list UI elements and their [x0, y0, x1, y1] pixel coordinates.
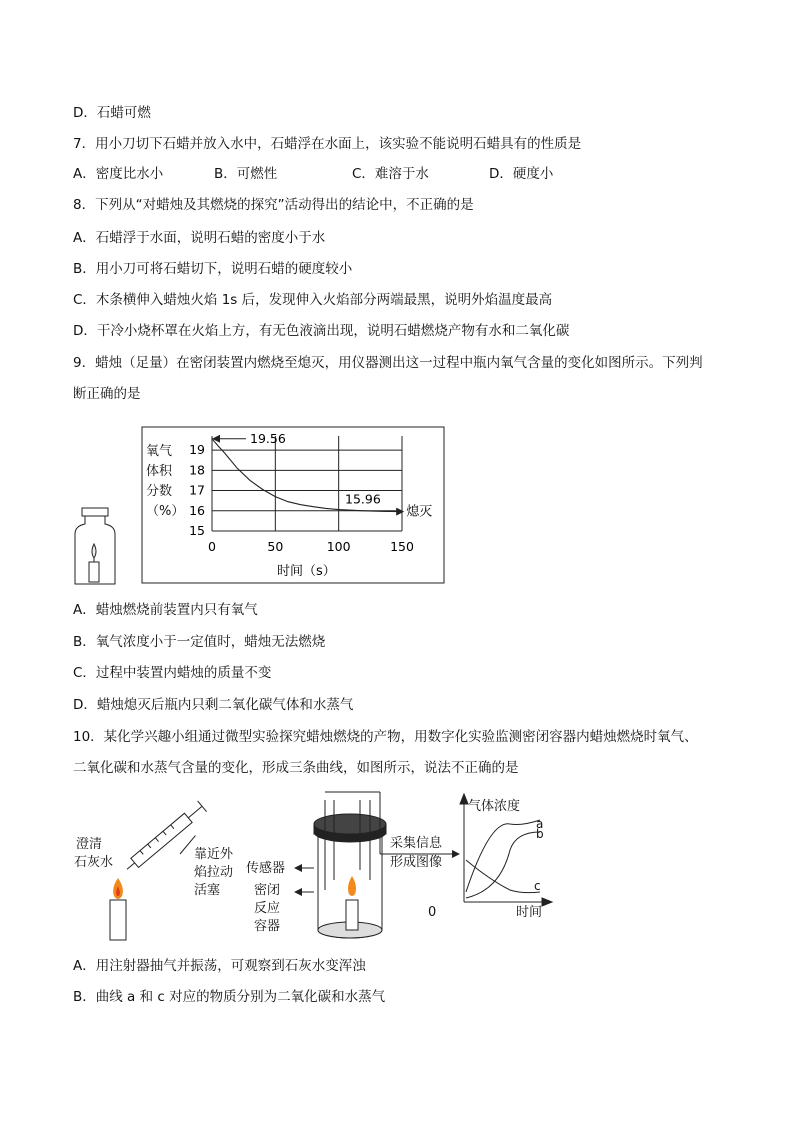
collect-arrow	[452, 850, 460, 858]
q9-option-c: C．过程中装置内蜡烛的质量不变	[73, 665, 272, 681]
q7-stem: 7．用小刀切下石蜡并放入水中，石蜡浮在水面上，该实验不能说明石蜡具有的性质是	[73, 136, 582, 152]
graph-origin: 0	[428, 905, 437, 920]
svg-text:体积: 体积	[146, 464, 173, 479]
limewater-label: 澄清	[76, 837, 103, 852]
q8-option-c: C．木条横伸入蜡烛火焰 1s 后，发现伸入火焰部分两端最黑，说明外焰温度最高	[73, 292, 553, 308]
q10-stem-line1: 10．某化学兴趣小组通过微型实验探究蜡烛燃烧的产物，用数字化实验监测密闭容器内蜡烛燃烧时氧气、	[73, 729, 698, 745]
curve-b-label: b	[536, 827, 544, 841]
collect-label: 形成图像	[390, 855, 443, 870]
q10-stem-line2: 二氧化碳和水蒸气含量的变化，形成三条曲线，如图所示，说法不正确的是	[73, 760, 519, 776]
graph-y-label: 气体浓度	[468, 799, 521, 814]
start-annotation	[212, 431, 286, 446]
x-tick-label: 0	[208, 539, 216, 554]
y-tick-label: 17	[189, 482, 205, 498]
q7-option-b: B．可燃性	[214, 166, 278, 182]
q7-option-d: D．硬度小	[489, 166, 554, 182]
container-label: 容器	[254, 919, 281, 934]
svg-text:15.96: 15.96	[345, 491, 381, 507]
x-tick-label: 150	[390, 539, 414, 554]
sensor-label: 传感器	[246, 861, 286, 876]
q7-option-c: C．难溶于水	[352, 166, 429, 182]
y-tick-label: 16	[189, 502, 205, 518]
q10-option-a: A．用注射器抽气并振荡，可观察到石灰水变浑浊	[73, 958, 366, 974]
x-axis-label: 时间（s）	[277, 564, 336, 579]
q8-option-d: D．干冷小烧杯罩在火焰上方，有无色液滴出现，说明石蜡燃烧产物有水和二氧化碳	[73, 323, 570, 339]
q9-stem-line1: 9．蜡烛（足量）在密闭装置内燃烧至熄灭，用仪器测出这一过程中瓶内氧气含量的变化如图所示。下列判	[73, 355, 703, 371]
x-tick-label: 100	[326, 539, 351, 554]
y-axis-label	[146, 444, 184, 519]
svg-text:分数: 分数	[146, 484, 173, 499]
limewater-label: 石灰水	[74, 855, 114, 870]
svg-text:（%）: （%）	[146, 504, 185, 519]
q6-option-d: D．石蜡可燃	[73, 105, 151, 121]
q7-option-a: A．密度比水小	[73, 166, 164, 182]
container-arrow	[294, 888, 302, 896]
q8-option-b: B．用小刀可将石蜡切下，说明石蜡的硬度较小	[73, 261, 353, 277]
pull-label: 焰拉动	[194, 865, 234, 880]
y-tick-label: 18	[189, 462, 205, 478]
chart-grid	[212, 436, 402, 531]
svg-text:氧气: 氧气	[146, 444, 173, 459]
q10-figure	[70, 780, 560, 950]
q8-option-a: A．石蜡浮于水面，说明石蜡的密度小于水	[73, 230, 326, 246]
q9-option-b: B．氧气浓度小于一定值时，蜡烛无法燃烧	[73, 634, 326, 650]
candle-left-illustration	[110, 878, 126, 940]
x-tick-label: 50	[267, 539, 284, 554]
q9-stem-line2: 断正确的是	[73, 386, 141, 402]
curve-c-label: c	[534, 879, 541, 893]
q8-stem: 8．下列从“对蜡烛及其燃烧的探究”活动得出的结论中，不正确的是	[73, 197, 474, 213]
svg-text:19.56: 19.56	[250, 430, 286, 446]
y-tick-label: 15	[189, 523, 205, 538]
sensor-arrow	[294, 864, 302, 872]
svg-text:熄灭: 熄灭	[406, 504, 433, 520]
container-label: 密闭	[254, 883, 281, 898]
q9-option-d: D．蜡烛熄灭后瓶内只剩二氧化碳气体和水蒸气	[73, 697, 354, 713]
container-label: 反应	[254, 901, 281, 916]
gas-bottle-illustration	[75, 508, 115, 584]
y-tick-label: 19	[189, 442, 205, 458]
q9-option-a: A．蜡烛燃烧前装置内只有氧气	[73, 602, 258, 618]
collect-label: 采集信息	[390, 836, 443, 851]
q10-option-b: B．曲线 a 和 c 对应的物质分别为二氧化碳和水蒸气	[73, 989, 386, 1005]
graph-x-label: 时间	[516, 905, 543, 920]
curve-a-label: a	[536, 817, 544, 831]
pull-label: 靠近外	[194, 847, 234, 862]
pull-label: 活塞	[194, 883, 221, 898]
end-annotation	[345, 492, 432, 520]
q9-figure	[70, 420, 450, 590]
